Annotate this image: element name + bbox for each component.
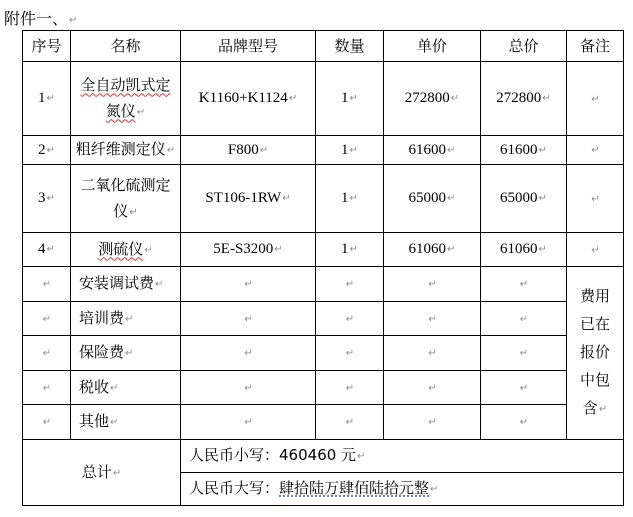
paragraph-mark-icon: ↵ <box>136 106 146 118</box>
cell-total: 272800↵ <box>481 62 567 136</box>
cell-no <box>23 267 71 302</box>
cell-qty: 1↵ <box>316 136 384 165</box>
cell-no <box>23 371 71 405</box>
paragraph-mark-icon: ↵ <box>591 193 600 205</box>
paragraph-mark-icon: ↵ <box>42 348 52 359</box>
paragraph-mark-icon: ↵ <box>357 451 366 462</box>
cell-qty <box>316 267 384 302</box>
quotation-table <box>22 30 624 506</box>
attachment-title: 附件一、 <box>4 9 69 28</box>
paragraph-mark-icon: ↵ <box>349 144 358 156</box>
paragraph-mark-icon: ↵ <box>428 417 437 428</box>
attachment-heading <box>4 6 77 29</box>
paragraph-mark-icon: ↵ <box>125 313 134 325</box>
header-cell-unit-price: 单价 <box>384 31 481 62</box>
cell-no: 3↵ <box>23 165 71 233</box>
cell-qty <box>316 405 384 440</box>
cell-unit-price <box>384 405 481 440</box>
paragraph-mark-icon: ↵ <box>345 382 355 394</box>
cell-name: 粗纤维测定仪↵ <box>71 136 181 165</box>
paragraph-mark-icon: ↵ <box>46 144 55 156</box>
cell-no: 1↵ <box>23 62 71 136</box>
paragraph-mark-icon: ↵ <box>428 382 437 394</box>
cell-unit-price <box>384 267 481 302</box>
paragraph-mark-icon: ↵ <box>447 144 456 156</box>
paragraph-mark-icon: ↵ <box>519 417 529 428</box>
cell-model <box>181 405 316 440</box>
cell-model: F800↵ <box>181 136 316 165</box>
cell-unit-price: 61600↵ <box>384 136 481 165</box>
paragraph-mark-icon: ↵ <box>349 93 358 104</box>
paragraph-mark-icon: ↵ <box>428 348 437 359</box>
total-lowercase-cell: 人民币小写：460460 元↵ <box>181 440 624 473</box>
paragraph-mark-icon: ↵ <box>538 144 547 156</box>
paragraph-mark-icon: ↵ <box>46 244 55 255</box>
cell-no: 2↵ <box>23 136 71 165</box>
paragraph-mark-icon: ↵ <box>430 484 439 495</box>
paragraph-mark-icon: ↵ <box>591 93 600 105</box>
cell-total <box>481 302 567 336</box>
cell-model <box>181 302 316 336</box>
paragraph-mark-icon: ↵ <box>42 279 52 290</box>
paragraph-mark-icon: ↵ <box>144 244 153 256</box>
paragraph-mark-icon: ↵ <box>345 313 355 325</box>
cell-fee-name: 税收↵ <box>71 371 181 405</box>
paragraph-mark-icon: ↵ <box>519 348 529 359</box>
cell-fee-name: 其他↵ <box>71 405 181 440</box>
paragraph-mark-icon: ↵ <box>125 348 134 359</box>
cell-qty <box>316 371 384 405</box>
paragraph-mark-icon: ↵ <box>129 206 138 218</box>
paragraph-mark-icon: ↵ <box>538 193 547 204</box>
paragraph-mark-icon: ↵ <box>244 313 253 325</box>
cell-unit-price <box>384 336 481 371</box>
paragraph-mark-icon: ↵ <box>112 467 122 479</box>
fee-note-cell: 费用 已在 报价 中包 含↵ <box>567 267 624 440</box>
cell-model <box>181 267 316 302</box>
cell-no <box>23 302 71 336</box>
cell-unit-price: 65000↵ <box>384 165 481 233</box>
table-row <box>23 136 624 165</box>
paragraph-mark-icon: ↵ <box>450 93 460 104</box>
paragraph-mark-icon: ↵ <box>345 279 355 290</box>
cell-fee-name: 保险费↵ <box>71 336 181 371</box>
cell-qty: 1↵ <box>316 165 384 233</box>
paragraph-mark-icon: ↵ <box>345 348 355 359</box>
paragraph-mark-icon: ↵ <box>538 244 547 255</box>
summary-row <box>23 440 624 473</box>
cell-qty <box>316 336 384 371</box>
cell-note <box>567 233 624 267</box>
paragraph-mark-icon: ↵ <box>244 348 253 359</box>
cell-total: 61600↵ <box>481 136 567 165</box>
paragraph-mark-icon: ↵ <box>349 244 358 255</box>
paragraph-mark-icon: ↵ <box>598 404 608 415</box>
paragraph-mark-icon: ↵ <box>428 313 437 325</box>
fee-row <box>23 336 624 371</box>
cell-no <box>23 336 71 371</box>
table-row <box>23 165 624 233</box>
cell-note <box>567 165 624 233</box>
paragraph-mark-icon: ↵ <box>591 145 600 156</box>
header-cell-name: 名称 <box>71 31 181 62</box>
paragraph-mark-icon: ↵ <box>274 244 283 255</box>
cell-model <box>181 336 316 371</box>
cell-fee-name: 安装调试费↵ <box>71 267 181 302</box>
paragraph-mark-icon: ↵ <box>42 313 52 325</box>
table-row <box>23 62 624 136</box>
cell-unit-price <box>384 302 481 336</box>
paragraph-mark-icon: ↵ <box>110 382 119 394</box>
paragraph-mark-icon: ↵ <box>519 382 529 394</box>
cell-model: 5E-S3200↵ <box>181 233 316 267</box>
paragraph-mark-icon: ↵ <box>288 93 298 104</box>
cell-unit-price <box>384 371 481 405</box>
cell-name: 全自动凯式定氮仪↵ <box>71 62 181 136</box>
paragraph-mark-icon: ↵ <box>428 279 437 290</box>
header-cell-qty: 数量 <box>316 31 384 62</box>
cell-note <box>567 136 624 165</box>
cell-name: 测硫仪↵ <box>71 233 181 267</box>
paragraph-mark-icon: ↵ <box>42 417 52 428</box>
fee-row <box>23 267 624 302</box>
cell-model: K1160+K1124↵ <box>181 62 316 136</box>
fee-row <box>23 302 624 336</box>
paragraph-mark-icon: ↵ <box>69 15 78 26</box>
header-cell-note: 备注 <box>567 31 624 62</box>
cell-total <box>481 336 567 371</box>
cell-note <box>567 62 624 136</box>
header-cell-model: 品牌型号 <box>181 31 316 62</box>
paragraph-mark-icon: ↵ <box>46 193 55 204</box>
cell-total <box>481 405 567 440</box>
paragraph-mark-icon: ↵ <box>244 279 253 290</box>
paragraph-mark-icon: ↵ <box>447 193 456 204</box>
paragraph-mark-icon: ↵ <box>345 417 355 428</box>
total-label-cell: 总计↵ <box>23 440 181 506</box>
cell-unit-price: 61060↵ <box>384 233 481 267</box>
paragraph-mark-icon: ↵ <box>110 417 119 428</box>
total-uppercase-cell: 人民币大写：肆拾陆万肆佰陆拾元整↵ <box>181 473 624 506</box>
paragraph-mark-icon: ↵ <box>259 144 269 156</box>
cell-qty <box>316 302 384 336</box>
table-header-row <box>23 31 624 62</box>
paragraph-mark-icon: ↵ <box>447 244 456 255</box>
cell-total: 65000↵ <box>481 165 567 233</box>
paragraph-mark-icon: ↵ <box>244 382 253 394</box>
fee-row <box>23 405 624 440</box>
cell-model: ST106-1RW↵ <box>181 165 316 233</box>
table-row <box>23 233 624 267</box>
paragraph-mark-icon: ↵ <box>46 93 55 104</box>
cell-unit-price: 272800↵ <box>384 62 481 136</box>
paragraph-mark-icon: ↵ <box>542 93 551 104</box>
paragraph-mark-icon: ↵ <box>519 313 529 325</box>
cell-total <box>481 267 567 302</box>
cell-name: 二氧化硫测定仪↵ <box>71 165 181 233</box>
cell-model <box>181 371 316 405</box>
cell-qty: 1↵ <box>316 62 384 136</box>
header-cell-total: 总价 <box>481 31 567 62</box>
cell-fee-name: 培训费↵ <box>71 302 181 336</box>
paragraph-mark-icon: ↵ <box>349 193 358 204</box>
paragraph-mark-icon: ↵ <box>244 417 253 428</box>
cell-total: 61060↵ <box>481 233 567 267</box>
paragraph-mark-icon: ↵ <box>282 193 291 204</box>
paragraph-mark-icon: ↵ <box>155 279 164 290</box>
paragraph-mark-icon: ↵ <box>42 382 52 394</box>
cell-no <box>23 405 71 440</box>
cell-total <box>481 371 567 405</box>
cell-no: 4↵ <box>23 233 71 267</box>
header-cell-no: 序号 <box>23 31 71 62</box>
paragraph-mark-icon: ↵ <box>166 145 176 156</box>
cell-qty: 1↵ <box>316 233 384 267</box>
paragraph-mark-icon: ↵ <box>519 279 529 290</box>
fee-row <box>23 371 624 405</box>
paragraph-mark-icon: ↵ <box>591 244 600 256</box>
